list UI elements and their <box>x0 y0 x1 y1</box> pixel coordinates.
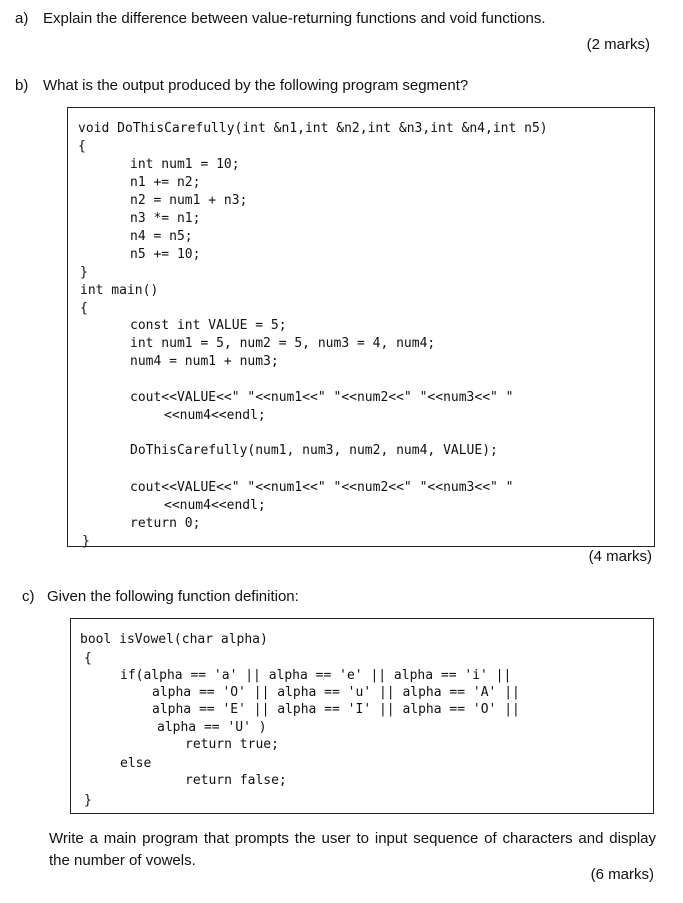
code-line: n5 += 10; <box>130 247 201 262</box>
code-line: int main() <box>80 283 159 298</box>
code-line: return false; <box>185 773 287 788</box>
question-b-marks: (4 marks) <box>588 548 652 565</box>
question-c-label: c) <box>22 588 35 605</box>
code-line: } <box>80 265 88 280</box>
code-line: { <box>78 139 86 154</box>
code-box-c <box>70 618 654 814</box>
question-c-text: Given the following function definition: <box>47 588 299 605</box>
code-line: num4 = num1 + num3; <box>130 354 279 369</box>
code-line: int num1 = 5, num2 = 5, num3 = 4, num4; <box>130 336 436 351</box>
code-line: alpha == 'O' || alpha == 'u' || alpha == 'A' || <box>152 685 520 700</box>
code-line: const int VALUE = 5; <box>130 318 287 333</box>
code-line: alpha == 'E' || alpha == 'I' || alpha == 'O' || <box>152 702 520 717</box>
code-line: return 0; <box>130 516 201 531</box>
code-line: n2 = num1 + n3; <box>130 193 248 208</box>
question-a-text: Explain the difference between value-returning functions and void functions. <box>43 10 546 27</box>
code-line: { <box>84 651 92 666</box>
code-line: bool isVowel(char alpha) <box>80 632 268 647</box>
code-line: n1 += n2; <box>130 175 201 190</box>
code-line: cout<<VALUE<<" "<<num1<<" "<<num2<<" "<<num3<<" " <box>130 480 514 495</box>
question-c-instruction: Write a main program that prompts the user to input sequence of characters and display the number of vowels. <box>49 830 656 869</box>
code-line: if(alpha == 'a' || alpha == 'e' || alpha == 'i' || <box>120 668 512 683</box>
code-line: alpha == 'U' ) <box>157 720 267 735</box>
code-line: <<num4<<endl; <box>164 408 266 423</box>
code-line: n4 = n5; <box>130 229 193 244</box>
question-b-text: What is the output produced by the following program segment? <box>43 77 469 94</box>
code-box-b <box>67 107 655 547</box>
code-line: int num1 = 10; <box>130 157 240 172</box>
code-line: { <box>80 301 88 316</box>
code-line: } <box>84 793 92 808</box>
question-a-marks: (2 marks) <box>586 36 650 53</box>
code-line: else <box>120 756 152 771</box>
code-line: return true; <box>185 737 279 752</box>
code-line: DoThisCarefully(num1, num3, num2, num4, VALUE); <box>130 443 498 458</box>
code-line: } <box>82 534 90 549</box>
question-c-marks: (6 marks) <box>590 866 654 883</box>
code-line: cout<<VALUE<<" "<<num1<<" "<<num2<<" "<<num3<<" " <box>130 390 514 405</box>
code-line: void DoThisCarefully(int &n1,int &n2,int &n3,int &n4,int n5) <box>78 121 548 136</box>
code-line: n3 *= n1; <box>130 211 201 226</box>
question-b-label: b) <box>15 77 29 94</box>
code-line: <<num4<<endl; <box>164 498 266 513</box>
question-a-label: a) <box>15 10 29 27</box>
